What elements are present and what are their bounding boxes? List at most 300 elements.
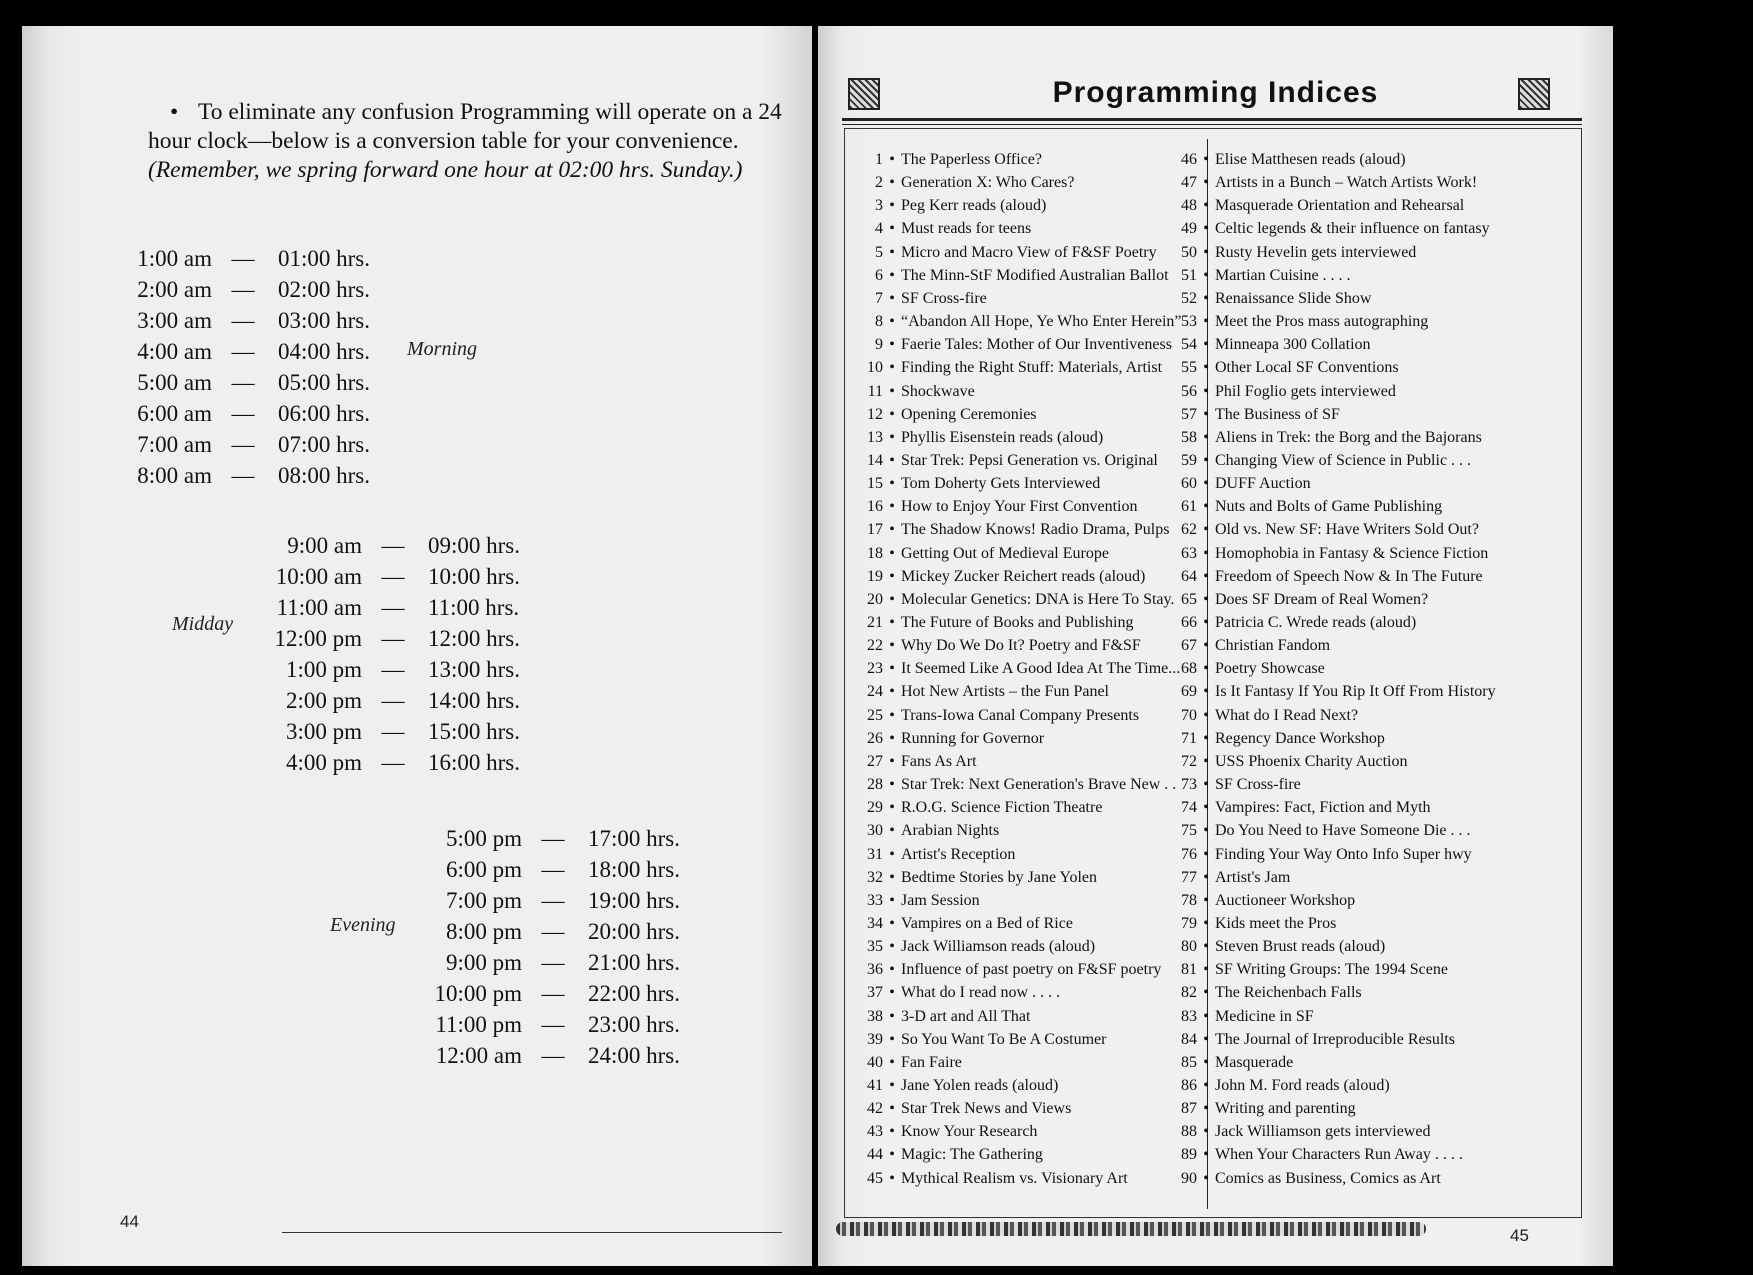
index-entry [1163, 336, 1371, 359]
entry-title: Star Trek: Pepsi Generation vs. Original [901, 451, 1158, 469]
entry-title: Mickey Zucker Reichert reads (aloud) [901, 567, 1146, 585]
entry-bullet: • [889, 1146, 895, 1164]
entry-title: Hot New Artists – the Fun Panel [901, 683, 1109, 701]
index-entry [849, 892, 980, 915]
entry-number: 82 [1181, 984, 1197, 1002]
entry-bullet: • [1203, 822, 1209, 840]
entry-title: The Journal of Irreproducible Results [1215, 1030, 1455, 1048]
entry-title: Is It Fantasy If You Rip It Off From History [1215, 683, 1496, 701]
entry-title: What do I Read Next? [1215, 706, 1359, 724]
index-entry [1163, 475, 1311, 498]
entry-bullet: • [1203, 1077, 1209, 1094]
entry-bullet: • [1203, 614, 1209, 631]
dash: — [541, 1012, 565, 1037]
index-entry [849, 915, 1073, 938]
index-entry [1163, 220, 1490, 243]
index-entry [1163, 660, 1325, 683]
index-entry [849, 406, 1037, 429]
entry-bullet: • [1203, 1146, 1209, 1164]
entry-title: What do I read now . . . . [901, 984, 1061, 1002]
entry-bullet: • [1203, 451, 1209, 469]
24h-time: 21:00 hrs. [588, 950, 680, 975]
index-entry [849, 707, 1139, 730]
entry-title: USS Phoenix Charity Auction [1215, 752, 1408, 770]
entry-number: 65 [1181, 590, 1197, 608]
entry-title: Auctioneer Workshop [1215, 891, 1356, 909]
entry-title: Christian Fandom [1215, 637, 1331, 655]
index-entry [849, 799, 1102, 822]
entry-number: 14 [867, 451, 883, 469]
index-entry [849, 984, 1060, 1007]
entry-bullet: • [1203, 382, 1209, 400]
entry-title: Rusty Hevelin gets interviewed [1215, 243, 1417, 261]
index-entry [1163, 915, 1336, 938]
index-entry [1163, 174, 1477, 197]
ampm-time: 9:00 am [287, 533, 362, 558]
entry-title: Magic: The Gathering [901, 1146, 1043, 1164]
index-entry [849, 475, 1100, 498]
index-entry [849, 753, 977, 776]
index-entry [849, 1008, 1030, 1031]
entry-bullet: • [1203, 567, 1209, 585]
index-entry [1163, 1077, 1390, 1100]
entry-title: Freedom of Speech Now & In The Future [1215, 567, 1483, 585]
ampm-time: 8:00 pm [445, 919, 522, 944]
entry-number: 52 [1181, 289, 1197, 307]
entry-bullet: • [1203, 660, 1209, 678]
entry-title: The Future of Books and Publishing [901, 614, 1134, 631]
entry-title: Artists in a Bunch – Watch Artists Work! [1215, 174, 1478, 192]
index-entry [849, 1054, 962, 1077]
entry-bullet: • [1203, 938, 1209, 956]
24h-time: 14:00 hrs. [428, 688, 520, 713]
entry-title: Steven Brust reads (aloud) [1215, 938, 1386, 956]
entry-number: 80 [1181, 938, 1197, 956]
entry-title: “Abandon All Hope, Ye Who Enter Herein” [901, 313, 1182, 331]
entry-title: Artist's Reception [901, 845, 1016, 863]
ampm-time: 4:00 am [137, 339, 212, 364]
entry-bullet: • [889, 938, 895, 956]
entry-number: 53 [1181, 313, 1197, 331]
entry-number: 81 [1181, 961, 1197, 979]
entry-number: 76 [1181, 845, 1197, 863]
entry-title: SF Writing Groups: The 1994 Scene [1215, 961, 1448, 979]
index-entry [1163, 290, 1371, 313]
entry-bullet: • [889, 799, 895, 817]
entry-bullet: • [889, 521, 895, 539]
entry-bullet: • [1203, 683, 1209, 701]
entry-number: 41 [867, 1077, 883, 1094]
ampm-time: 7:00 am [137, 432, 212, 457]
entry-title: How to Enjoy Your First Convention [901, 498, 1138, 516]
entry-bullet: • [1203, 174, 1209, 192]
index-entry [1163, 984, 1362, 1007]
entry-number: 73 [1181, 776, 1197, 794]
index-entry [1163, 244, 1416, 267]
entry-title: Faerie Tales: Mother of Our Inventiveness [901, 336, 1172, 354]
dash: — [381, 564, 405, 589]
dash: — [381, 595, 405, 620]
index-entry [849, 290, 987, 313]
entry-number: 63 [1181, 544, 1197, 562]
entry-bullet: • [889, 405, 895, 423]
entry-title: Renaissance Slide Show [1215, 289, 1372, 307]
entry-title: Comics as Business, Comics as Art [1215, 1169, 1441, 1187]
entry-bullet: • [889, 544, 895, 562]
entry-title: Poetry Showcase [1215, 660, 1325, 678]
entry-number: 55 [1181, 359, 1197, 377]
index-entry [849, 776, 1176, 799]
entry-bullet: • [889, 1169, 895, 1187]
entry-bullet: • [889, 845, 895, 863]
entry-title: Peg Kerr reads (aloud) [901, 197, 1047, 215]
index-entry [1163, 383, 1396, 406]
index-entry [849, 614, 1133, 637]
entry-number: 89 [1181, 1146, 1197, 1164]
entry-bullet: • [1203, 1007, 1209, 1025]
dash: — [541, 919, 565, 944]
entry-title: Bedtime Stories by Jane Yolen [901, 868, 1097, 886]
entry-title: The Shadow Knows! Radio Drama, Pulps [901, 521, 1170, 539]
entry-number: 35 [867, 938, 883, 956]
dash: — [231, 370, 255, 395]
index-entry [1163, 799, 1431, 822]
entry-title: R.O.G. Science Fiction Theatre [901, 799, 1103, 817]
entry-bullet: • [889, 289, 895, 307]
24h-time: 03:00 hrs. [278, 308, 370, 333]
index-entry [849, 730, 1044, 753]
entry-number: 77 [1181, 868, 1197, 886]
entry-number: 44 [867, 1146, 883, 1164]
index-entry [849, 591, 1174, 614]
entry-title: Meet the Pros mass autographing [1215, 313, 1429, 331]
entry-title: Mythical Realism vs. Visionary Art [901, 1169, 1128, 1187]
entry-number: 42 [867, 1100, 883, 1118]
entry-number: 51 [1181, 266, 1197, 284]
entry-number: 56 [1181, 382, 1197, 400]
entry-bullet: • [889, 914, 895, 932]
index-entry [849, 313, 1182, 336]
entry-bullet: • [889, 590, 895, 608]
24h-time: 06:00 hrs. [278, 401, 370, 426]
ampm-time: 9:00 pm [445, 950, 522, 975]
index-entry [849, 336, 1172, 359]
entry-title: The Paperless Office? [901, 151, 1042, 168]
index-entry [1163, 521, 1479, 544]
entry-bullet: • [1203, 544, 1209, 562]
entry-bullet: • [1203, 1053, 1209, 1071]
entry-bullet: • [889, 1123, 895, 1141]
24h-time: 04:00 hrs. [278, 339, 370, 364]
entry-number: 26 [867, 729, 883, 747]
entry-title: Celtic legends & their influence on fantasy [1215, 220, 1490, 238]
entry-title: Vampires on a Bed of Rice [901, 914, 1073, 932]
index-entry [1163, 1008, 1314, 1031]
24h-time: 12:00 hrs. [428, 626, 520, 651]
index-entry [849, 961, 1161, 984]
entry-number: 45 [867, 1169, 883, 1187]
entry-bullet: • [889, 1007, 895, 1025]
entry-bullet: • [889, 637, 895, 655]
entry-title: Star Trek News and Views [901, 1100, 1072, 1118]
entry-title: Tom Doherty Gets Interviewed [901, 475, 1101, 493]
entry-number: 36 [867, 961, 883, 979]
index-entry [849, 938, 1095, 961]
left-page [22, 26, 812, 1266]
entry-title: DUFF Auction [1215, 475, 1311, 493]
ampm-time: 2:00 pm [285, 688, 362, 713]
entry-title: SF Cross-fire [1215, 776, 1301, 794]
entry-bullet: • [1203, 914, 1209, 932]
entry-title: Medicine in SF [1215, 1007, 1314, 1025]
index-entry [849, 683, 1109, 706]
index-entry [1163, 1123, 1430, 1146]
entry-bullet: • [889, 868, 895, 886]
page-number-left: 44 [120, 1212, 139, 1231]
entry-title: Martian Cuisine . . . . [1215, 266, 1351, 284]
dash: — [381, 533, 405, 558]
index-entry [1163, 359, 1399, 382]
entry-title: Patricia C. Wrede reads (aloud) [1215, 614, 1417, 631]
ampm-time: 1:00 am [137, 246, 212, 271]
index-entry [1163, 892, 1355, 915]
intro-bullet: • [170, 99, 179, 125]
page-number-right: 45 [1510, 1226, 1529, 1245]
entry-number: 10 [867, 359, 883, 377]
entry-number: 49 [1181, 220, 1197, 238]
group-label-morning: Morning [407, 338, 477, 360]
entry-title: Running for Governor [901, 729, 1045, 747]
index-entry [1163, 197, 1464, 220]
index-entry [849, 1100, 1071, 1123]
dash: — [381, 688, 405, 713]
entry-bullet: • [889, 220, 895, 238]
entry-bullet: • [1203, 868, 1209, 886]
entry-title: Masquerade Orientation and Rehearsal [1215, 197, 1465, 215]
entry-title: Fans As Art [901, 752, 977, 770]
index-entry [1163, 614, 1416, 637]
entry-bullet: • [889, 752, 895, 770]
dash: — [541, 857, 565, 882]
index-entry [849, 429, 1103, 452]
entry-number: 4 [875, 220, 883, 238]
entry-bullet: • [889, 1030, 895, 1048]
entry-number: 90 [1181, 1169, 1197, 1187]
entry-bullet: • [889, 1053, 895, 1071]
entry-number: 46 [1181, 151, 1197, 168]
entry-number: 85 [1181, 1053, 1197, 1071]
ampm-time: 10:00 pm [434, 981, 522, 1006]
entry-title: Minneapa 300 Collation [1215, 336, 1371, 354]
entry-title: Shockwave [901, 382, 975, 400]
index-entry [849, 1170, 1128, 1193]
index-entry [849, 521, 1169, 544]
index-entry [1163, 730, 1385, 753]
entry-title: So You Want To Be A Costumer [901, 1030, 1107, 1048]
index-entry [849, 244, 1157, 267]
index-entry [849, 383, 975, 406]
entry-number: 66 [1181, 614, 1197, 631]
ampm-time: 5:00 am [137, 370, 212, 395]
entry-bullet: • [1203, 1100, 1209, 1118]
entry-bullet: • [889, 336, 895, 354]
entry-number: 72 [1181, 752, 1197, 770]
entry-title: Does SF Dream of Real Women? [1215, 590, 1429, 608]
entry-bullet: • [889, 891, 895, 909]
entry-number: 11 [867, 382, 883, 400]
entry-bullet: • [889, 498, 895, 516]
index-entry [849, 846, 1015, 869]
entry-number: 27 [867, 752, 883, 770]
dash: — [381, 657, 405, 682]
entry-title: It Seemed Like A Good Idea At The Time... [901, 660, 1181, 678]
index-entry [849, 498, 1137, 521]
24h-time: 11:00 hrs. [428, 595, 520, 620]
entry-title: Writing and parenting [1215, 1100, 1356, 1118]
dash: — [231, 463, 255, 488]
index-entry [1163, 313, 1428, 336]
entry-number: 6 [875, 266, 883, 284]
entry-bullet: • [1203, 729, 1209, 747]
24h-time: 18:00 hrs. [588, 857, 680, 882]
ampm-time: 4:00 pm [285, 750, 362, 775]
entry-number: 50 [1181, 243, 1197, 261]
entry-number: 43 [867, 1123, 883, 1141]
page-title: Programming Indices [1052, 76, 1379, 109]
entry-bullet: • [1203, 1169, 1209, 1187]
entry-title: SF Cross-fire [901, 289, 987, 307]
ampm-time: 12:00 am [435, 1043, 522, 1068]
index-entry [849, 1123, 1037, 1146]
24h-time: 09:00 hrs. [428, 533, 520, 558]
entry-bullet: • [1203, 151, 1209, 168]
index-entry [849, 1146, 1043, 1169]
ampm-time: 3:00 pm [285, 719, 362, 744]
footer-rule [282, 1232, 782, 1233]
entry-number: 7 [875, 289, 883, 307]
index-entry [1163, 498, 1442, 521]
entry-number: 59 [1181, 451, 1197, 469]
entry-bullet: • [889, 475, 895, 493]
entry-bullet: • [889, 359, 895, 377]
entry-title: Jane Yolen reads (aloud) [901, 1077, 1059, 1094]
entry-bullet: • [889, 567, 895, 585]
entry-number: 13 [867, 428, 883, 446]
entry-number: 29 [867, 799, 883, 817]
entry-title: Masquerade [1215, 1053, 1294, 1071]
24h-time: 23:00 hrs. [588, 1012, 680, 1037]
index-entry [849, 568, 1145, 591]
entry-title: Jam Session [901, 891, 980, 909]
entry-bullet: • [1203, 266, 1209, 284]
dash: — [381, 626, 405, 651]
ampm-time: 10:00 am [275, 564, 362, 589]
entry-number: 57 [1181, 405, 1197, 423]
index-entry [1163, 452, 1471, 475]
entry-number: 71 [1181, 729, 1197, 747]
index-entry [1163, 683, 1496, 706]
entry-number: 24 [867, 683, 883, 701]
entry-title: Opening Ceremonies [901, 405, 1037, 423]
24h-time: 13:00 hrs. [428, 657, 520, 682]
entry-number: 19 [867, 567, 883, 585]
entry-title: Influence of past poetry on F&SF poetry [901, 961, 1162, 979]
entry-number: 23 [867, 660, 883, 678]
ampm-time: 6:00 pm [445, 857, 522, 882]
entry-bullet: • [1203, 637, 1209, 655]
programming-index-list [844, 128, 1582, 1218]
index-entry [849, 545, 1109, 568]
entry-number: 5 [875, 243, 883, 261]
entry-number: 28 [867, 776, 883, 794]
entry-bullet: • [889, 961, 895, 979]
entry-title: Artist's Jam [1215, 868, 1291, 886]
header-rule [842, 118, 1582, 121]
entry-bullet: • [889, 174, 895, 192]
entry-title: Jack Williamson gets interviewed [1215, 1123, 1431, 1141]
entry-title: Phil Foglio gets interviewed [1215, 382, 1396, 400]
entry-bullet: • [889, 683, 895, 701]
dash: — [231, 246, 255, 271]
entry-number: 40 [867, 1053, 883, 1071]
entry-bullet: • [1203, 498, 1209, 516]
intro-paragraph [148, 98, 808, 185]
entry-number: 83 [1181, 1007, 1197, 1025]
entry-title: Arabian Nights [901, 822, 1000, 840]
header-rule-thin [842, 124, 1582, 125]
24h-time: 08:00 hrs. [278, 463, 370, 488]
entry-bullet: • [1203, 428, 1209, 446]
entry-number: 88 [1181, 1123, 1197, 1141]
dash: — [231, 401, 255, 426]
ampm-time: 5:00 pm [445, 826, 522, 851]
entry-bullet: • [889, 451, 895, 469]
entry-title: Micro and Macro View of F&SF Poetry [901, 243, 1157, 261]
dash: — [541, 826, 565, 851]
entry-title: Regency Dance Workshop [1215, 729, 1385, 747]
24h-time: 17:00 hrs. [588, 826, 680, 851]
index-entry [849, 359, 1162, 382]
entry-number: 8 [875, 313, 883, 331]
entry-number: 68 [1181, 660, 1197, 678]
entry-number: 20 [867, 590, 883, 608]
entry-bullet: • [889, 706, 895, 724]
entry-number: 25 [867, 706, 883, 724]
entry-bullet: • [1203, 243, 1209, 261]
index-entry [1163, 1170, 1441, 1193]
entry-number: 70 [1181, 706, 1197, 724]
entry-title: Must reads for teens [901, 220, 1032, 238]
right-page [818, 26, 1613, 1266]
ampm-time: 3:00 am [137, 308, 212, 333]
entry-bullet: • [1203, 706, 1209, 724]
entry-number: 86 [1181, 1077, 1197, 1094]
entry-bullet: • [889, 243, 895, 261]
index-entry [1163, 568, 1483, 591]
index-entry [1163, 545, 1488, 568]
index-entry [849, 197, 1046, 220]
24h-time: 02:00 hrs. [278, 277, 370, 302]
24h-time: 10:00 hrs. [428, 564, 520, 589]
24h-time: 16:00 hrs. [428, 750, 520, 775]
entry-bullet: • [889, 660, 895, 678]
ampm-time: 11:00 am [276, 595, 362, 620]
dash: — [231, 339, 255, 364]
entry-bullet: • [889, 1100, 895, 1118]
entry-title: Why Do We Do It? Poetry and F&SF [901, 637, 1141, 655]
entry-bullet: • [889, 1077, 895, 1094]
index-entry [1163, 267, 1351, 290]
